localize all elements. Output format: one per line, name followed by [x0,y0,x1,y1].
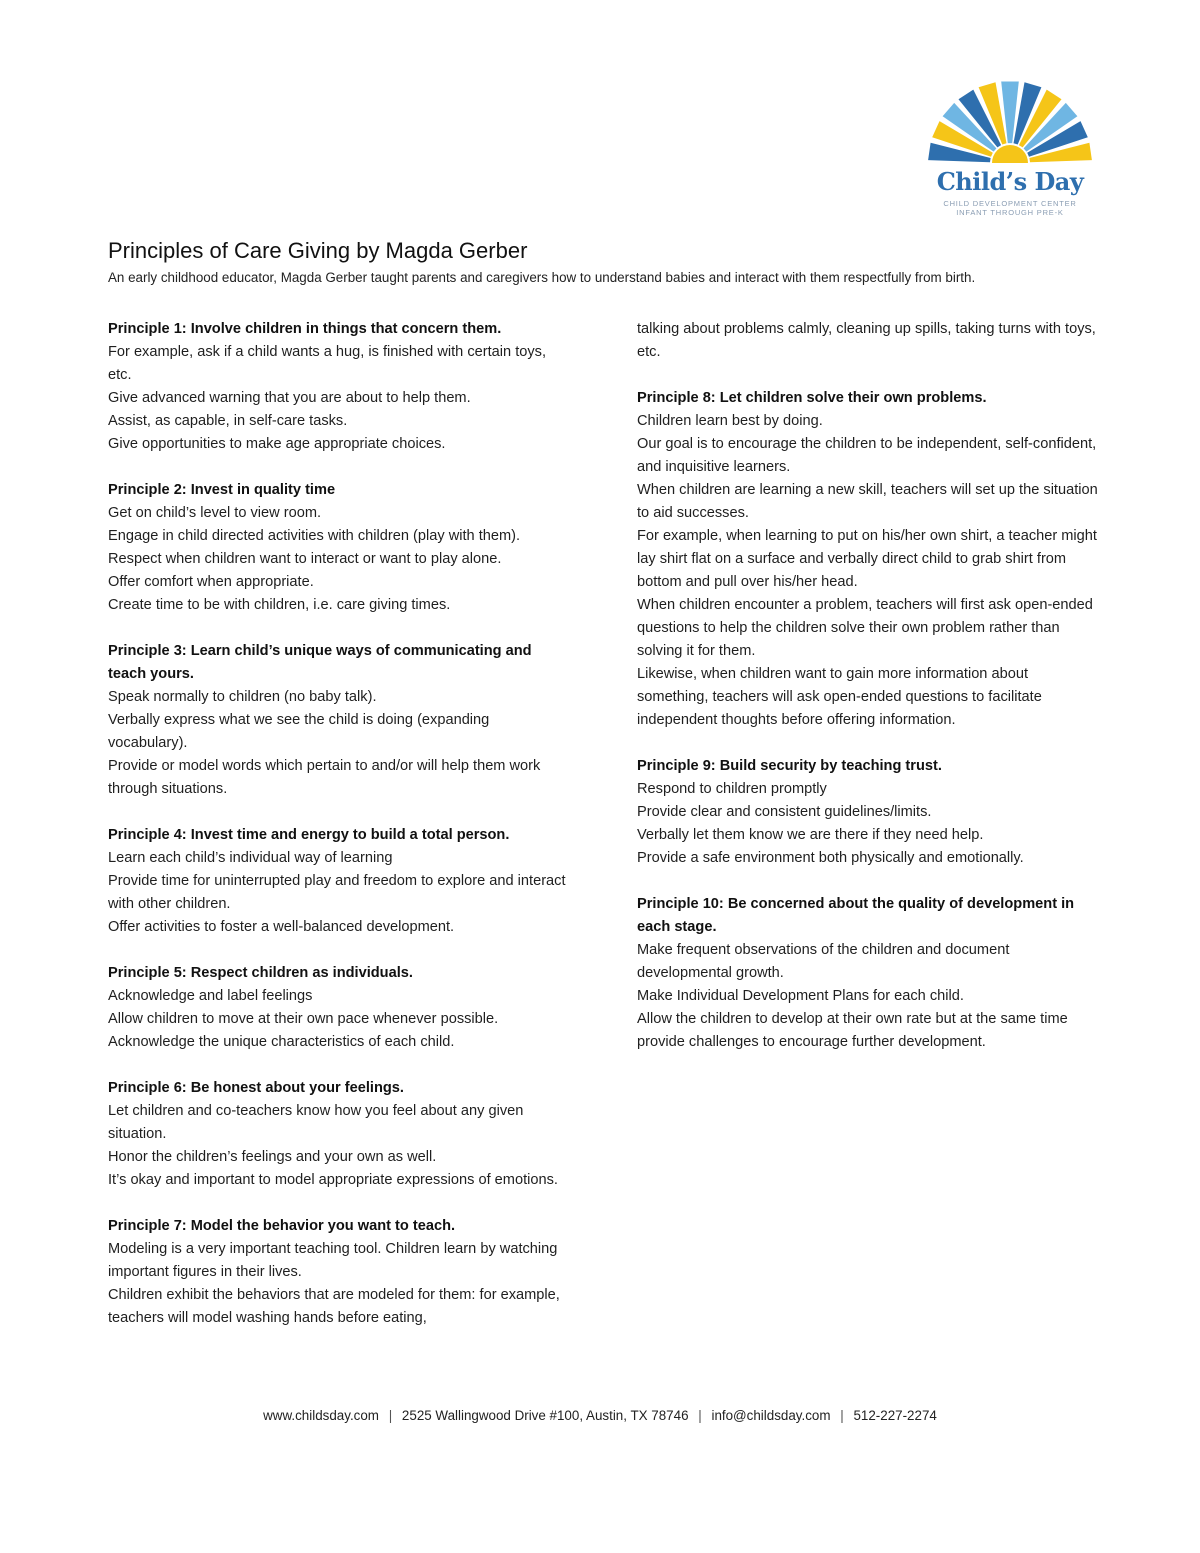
principle-section [108,1077,570,1192]
left-column [108,318,570,1353]
principle-text-line: Provide a safe environment both physically and emotionally. [637,850,1024,866]
principle-text-line: Let children and co-teachers know how you feel about any given situation. [108,1103,524,1142]
logo-name: Child’s Day [936,167,1084,196]
principle-text-line: Acknowledge and label feelings [108,988,313,1004]
footer-address: 2525 Wallingwood Drive #100, Austin, TX 78746 [401,1408,689,1423]
principle-section [108,479,570,617]
principle-text-line: Assist, as capable, in self-care tasks. [108,413,348,429]
principle-text-line: Offer activities to foster a well-balanced development. [108,919,455,935]
principle-text-line: Provide or model words which pertain to and/or will help them work through situations. [108,758,541,797]
principle-section [637,387,1102,732]
principle-text-line: Give opportunities to make age appropriate choices. [108,436,446,452]
principle-text-line: Verbally let them know we are there if they need help. [637,827,984,843]
logo-tagline: CHILD DEVELOPMENT CENTER [943,199,1077,208]
principle-text-line: Offer comfort when appropriate. [108,574,314,590]
principle-text-line: When children are learning a new skill, teachers will set up the situation to aid successes. [637,482,1098,521]
principle-text-line: talking about problems calmly, cleaning up spills, taking turns with toys, etc. [637,321,1096,360]
principle-text-line: Provide clear and consistent guidelines/limits. [637,804,932,820]
principle-text-line: Make Individual Development Plans for each child. [637,988,964,1004]
principle-section [637,318,1102,364]
principle-text-line: Allow children to move at their own pace whenever possible. [108,1011,499,1027]
principle-text-line: When children encounter a problem, teachers will first ask open-ended questions to help the children solve their own problem rather than solving it for them. [637,597,1093,659]
principle-text-line: Children learn best by doing. [637,413,823,429]
principle-heading: Principle 9: Build security by teaching trust. [637,758,942,774]
principle-text-line: For example, ask if a child wants a hug, is finished with certain toys, etc. [108,344,547,383]
principle-heading: Principle 1: Involve children in things that concern them. [108,321,502,337]
principle-text-line: It’s okay and important to model appropriate expressions of emotions. [108,1172,558,1188]
principle-text-line: Learn each child’s individual way of learning [108,850,393,866]
page-title: Principles of Care Giving by Magda Gerber [108,238,528,263]
sun-center-icon [992,145,1028,163]
principle-text-line: Modeling is a very important teaching tool. Children learn by watching important figures in their lives. [108,1241,558,1280]
principle-text-line: Give advanced warning that you are about to help them. [108,390,471,406]
principle-heading: Principle 2: Invest in quality time [108,482,336,498]
principle-text-line: For example, when learning to put on his/her own shirt, a teacher might lay shirt flat on a surface and verbally direct child to grab shirt from bottom and pull over his/her head. [637,528,1097,590]
principle-heading: Principle 10: Be concerned about the quality of development in each stage. [637,896,1075,935]
principle-text-line: Create time to be with children, i.e. care giving times. [108,597,451,613]
principle-text-line: Likewise, when children want to gain more information about something, teachers will ask open-ended questions to facilitate independent thoughts before offering information. [637,666,1042,728]
footer-separator: | [698,1408,702,1423]
right-column [637,318,1102,1077]
principle-section [108,1215,570,1330]
principle-text-line: Get on child’s level to view room. [108,505,322,521]
principle-text-line: Acknowledge the unique characteristics of each child. [108,1034,455,1050]
principle-text-line: Speak normally to children (no baby talk). [108,689,377,705]
logo-tagline-ages: INFANT THROUGH PRE-K [956,208,1064,217]
principle-heading: Principle 4: Invest time and energy to build a total person. [108,827,510,843]
principle-text-line: Verbally express what we see the child is doing (expanding vocabulary). [108,712,490,751]
footer-website-link[interactable]: www.childsday.com [263,1408,379,1423]
principle-heading: Principle 7: Model the behavior you want to teach. [108,1218,456,1234]
childs-day-logo [920,75,1100,235]
principle-text-line: Respect when children want to interact or want to play alone. [108,551,502,567]
footer-separator: | [840,1408,844,1423]
principle-text-line: Allow the children to develop at their own rate but at the same time provide challenges to encourage further development. [637,1011,1068,1050]
footer-separator: | [388,1408,393,1423]
sunburst-logo-icon [920,75,1100,167]
principle-section [637,755,1102,870]
principle-heading: Principle 8: Let children solve their own problems. [637,390,987,406]
footer-email-link[interactable]: info@childsday.com [711,1408,831,1423]
principle-text-line: Provide time for uninterrupted play and freedom to explore and interact with other children. [108,873,566,912]
principle-section [108,640,570,801]
principle-heading: Principle 6: Be honest about your feelings. [108,1080,404,1096]
page-subtitle: An early childhood educator, Magda Gerber taught parents and caregivers how to understand babies and interact with them respectfully from birth. [108,270,976,285]
footer [0,1408,1200,1423]
principle-section [108,824,570,939]
principle-text-line: Honor the children’s feelings and your own as well. [108,1149,437,1165]
principle-text-line: Make frequent observations of the children and document developmental growth. [637,942,1010,981]
principle-text-line: Engage in child directed activities with children (play with them). [108,528,521,544]
principle-heading: Principle 5: Respect children as individuals. [108,965,413,981]
principle-section [108,318,570,456]
principle-text-line: Respond to children promptly [637,781,827,797]
principle-section [637,893,1102,1054]
principle-text-line: Children exhibit the behaviors that are modeled for them: for example, teachers will model washing hands before eating, [108,1287,560,1326]
principle-heading: Principle 3: Learn child’s unique ways of communicating and teach yours. [108,643,532,682]
principle-text-line: Our goal is to encourage the children to be independent, self-confident, and inquisitive learners. [637,436,1097,475]
principle-section [108,962,570,1054]
footer-phone: 512-227-2274 [853,1408,937,1423]
